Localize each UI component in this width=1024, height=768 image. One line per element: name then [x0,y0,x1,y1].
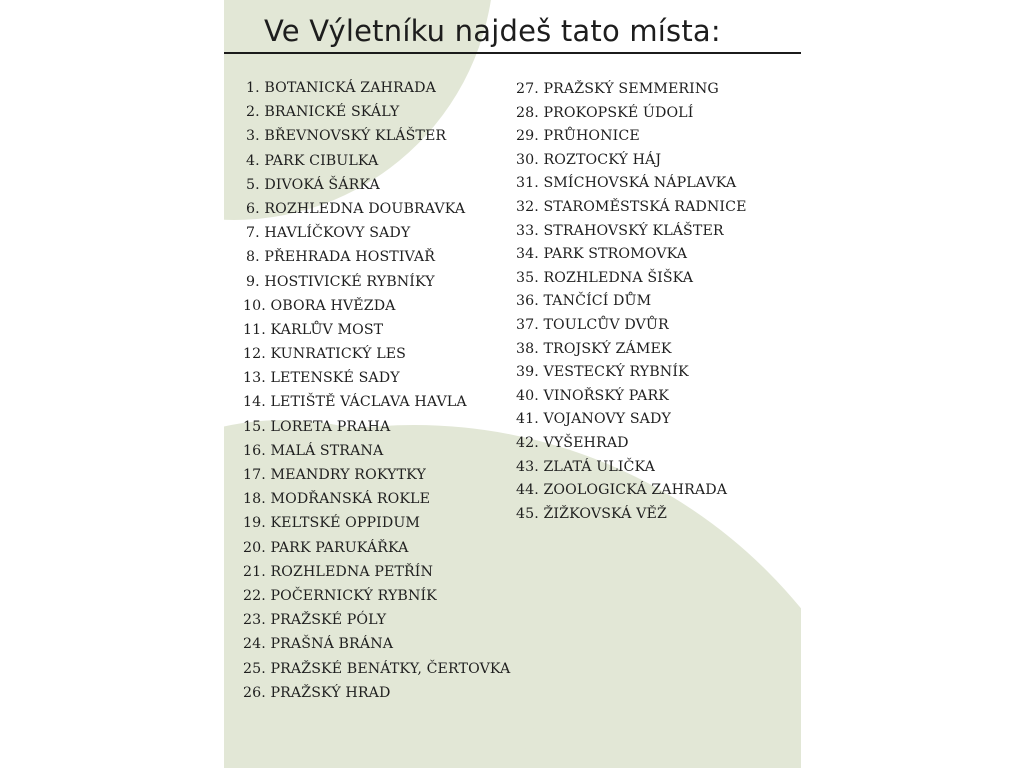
list-item: 44. ZOOLOGICKÁ ZAHRADA [516,482,728,499]
list-item: 12. KUNRATICKÝ LES [243,346,407,363]
list-item: 29. PRŮHONICE [516,128,640,145]
list-item: 40. VINOŘSKÝ PARK [516,387,669,404]
list-item: 13. LETENSKÉ SADY [243,370,400,387]
page-title: Ve Výletníku najdeš tato místa: [264,14,721,48]
list-item: 6. ROZHLEDNA DOUBRAVKA [246,200,466,217]
list-item: 1. BOTANICKÁ ZAHRADA [246,80,436,96]
places-list-left [243,79,511,708]
list-item: 30. ROZTOCKÝ HÁJ [516,151,662,168]
list-item: 41. VOJANOVY SADY [516,411,671,428]
list-item: 32. STAROMĚSTSKÁ RADNICE [516,198,747,215]
list-item: 14. LETIŠTĚ VÁCLAVA HAVLA [243,394,467,411]
list-item: 11. KARLŮV MOST [243,321,384,338]
list-item: 16. MALÁ STRANA [243,442,384,459]
list-item: 9. HOSTIVICKÉ RYBNÍKY [246,273,435,290]
list-item: 7. HAVLÍČKOVY SADY [246,225,411,242]
list-item: 17. MEANDRY ROKYTKY [243,467,426,483]
list-item: 36. TANČÍCÍ DŮM [516,293,652,310]
list-item: 43. ZLATÁ ULIČKA [516,458,655,475]
list-item: 10. OBORA HVĚZDA [243,297,396,314]
list-item: 4. PARK CIBULKA [246,152,379,169]
list-item: 26. PRAŽSKÝ HRAD [243,684,391,701]
list-item: 45. ŽIŽKOVSKÁ VĚŽ [516,505,667,522]
list-item: 22. POČERNICKÝ RYBNÍK [243,587,437,604]
list-item: 3. BŘEVNOVSKÝ KLÁŠTER [246,128,447,145]
list-item: 38. TROJSKÝ ZÁMEK [516,340,672,357]
list-item: 15. LORETA PRAHA [243,418,391,435]
list-item: 34. PARK STROMOVKA [516,246,688,263]
list-item: 37. TOULCŮV DVŮR [516,316,669,333]
list-item: 21. ROZHLEDNA PETŘÍN [243,563,434,580]
places-list-right [516,80,747,528]
list-item: 39. VESTECKÝ RYBNÍK [516,364,689,381]
title-underline [224,52,801,54]
list-item: 28. PROKOPSKÉ ÚDOLÍ [516,104,694,121]
list-item: 42. VYŠEHRAD [516,434,629,451]
document-page [224,0,801,768]
list-item: 23. PRAŽSKÉ PÓLY [243,612,387,629]
list-item: 35. ROZHLEDNA ŠIŠKA [516,269,694,286]
list-item: 5. DIVOKÁ ŠÁRKA [246,176,380,193]
list-item: 31. SMÍCHOVSKÁ NÁPLAVKA [516,175,737,192]
list-item: 8. PŘEHRADA HOSTIVAŘ [246,249,436,266]
list-item: 24. PRAŠNÁ BRÁNA [243,636,394,653]
list-item: 25. PRAŽSKÉ BENÁTKY, ČERTOVKA [243,660,511,677]
list-item: 18. MODŘANSKÁ ROKLE [243,491,431,508]
list-item: 2. BRANICKÉ SKÁLY [246,104,400,121]
list-item: 27. PRAŽSKÝ SEMMERING [516,81,719,97]
list-item: 19. KELTSKÉ OPPIDUM [243,515,421,532]
list-item: 33. STRAHOVSKÝ KLÁŠTER [516,222,724,239]
list-item: 20. PARK PARUKÁŘKA [243,539,409,556]
